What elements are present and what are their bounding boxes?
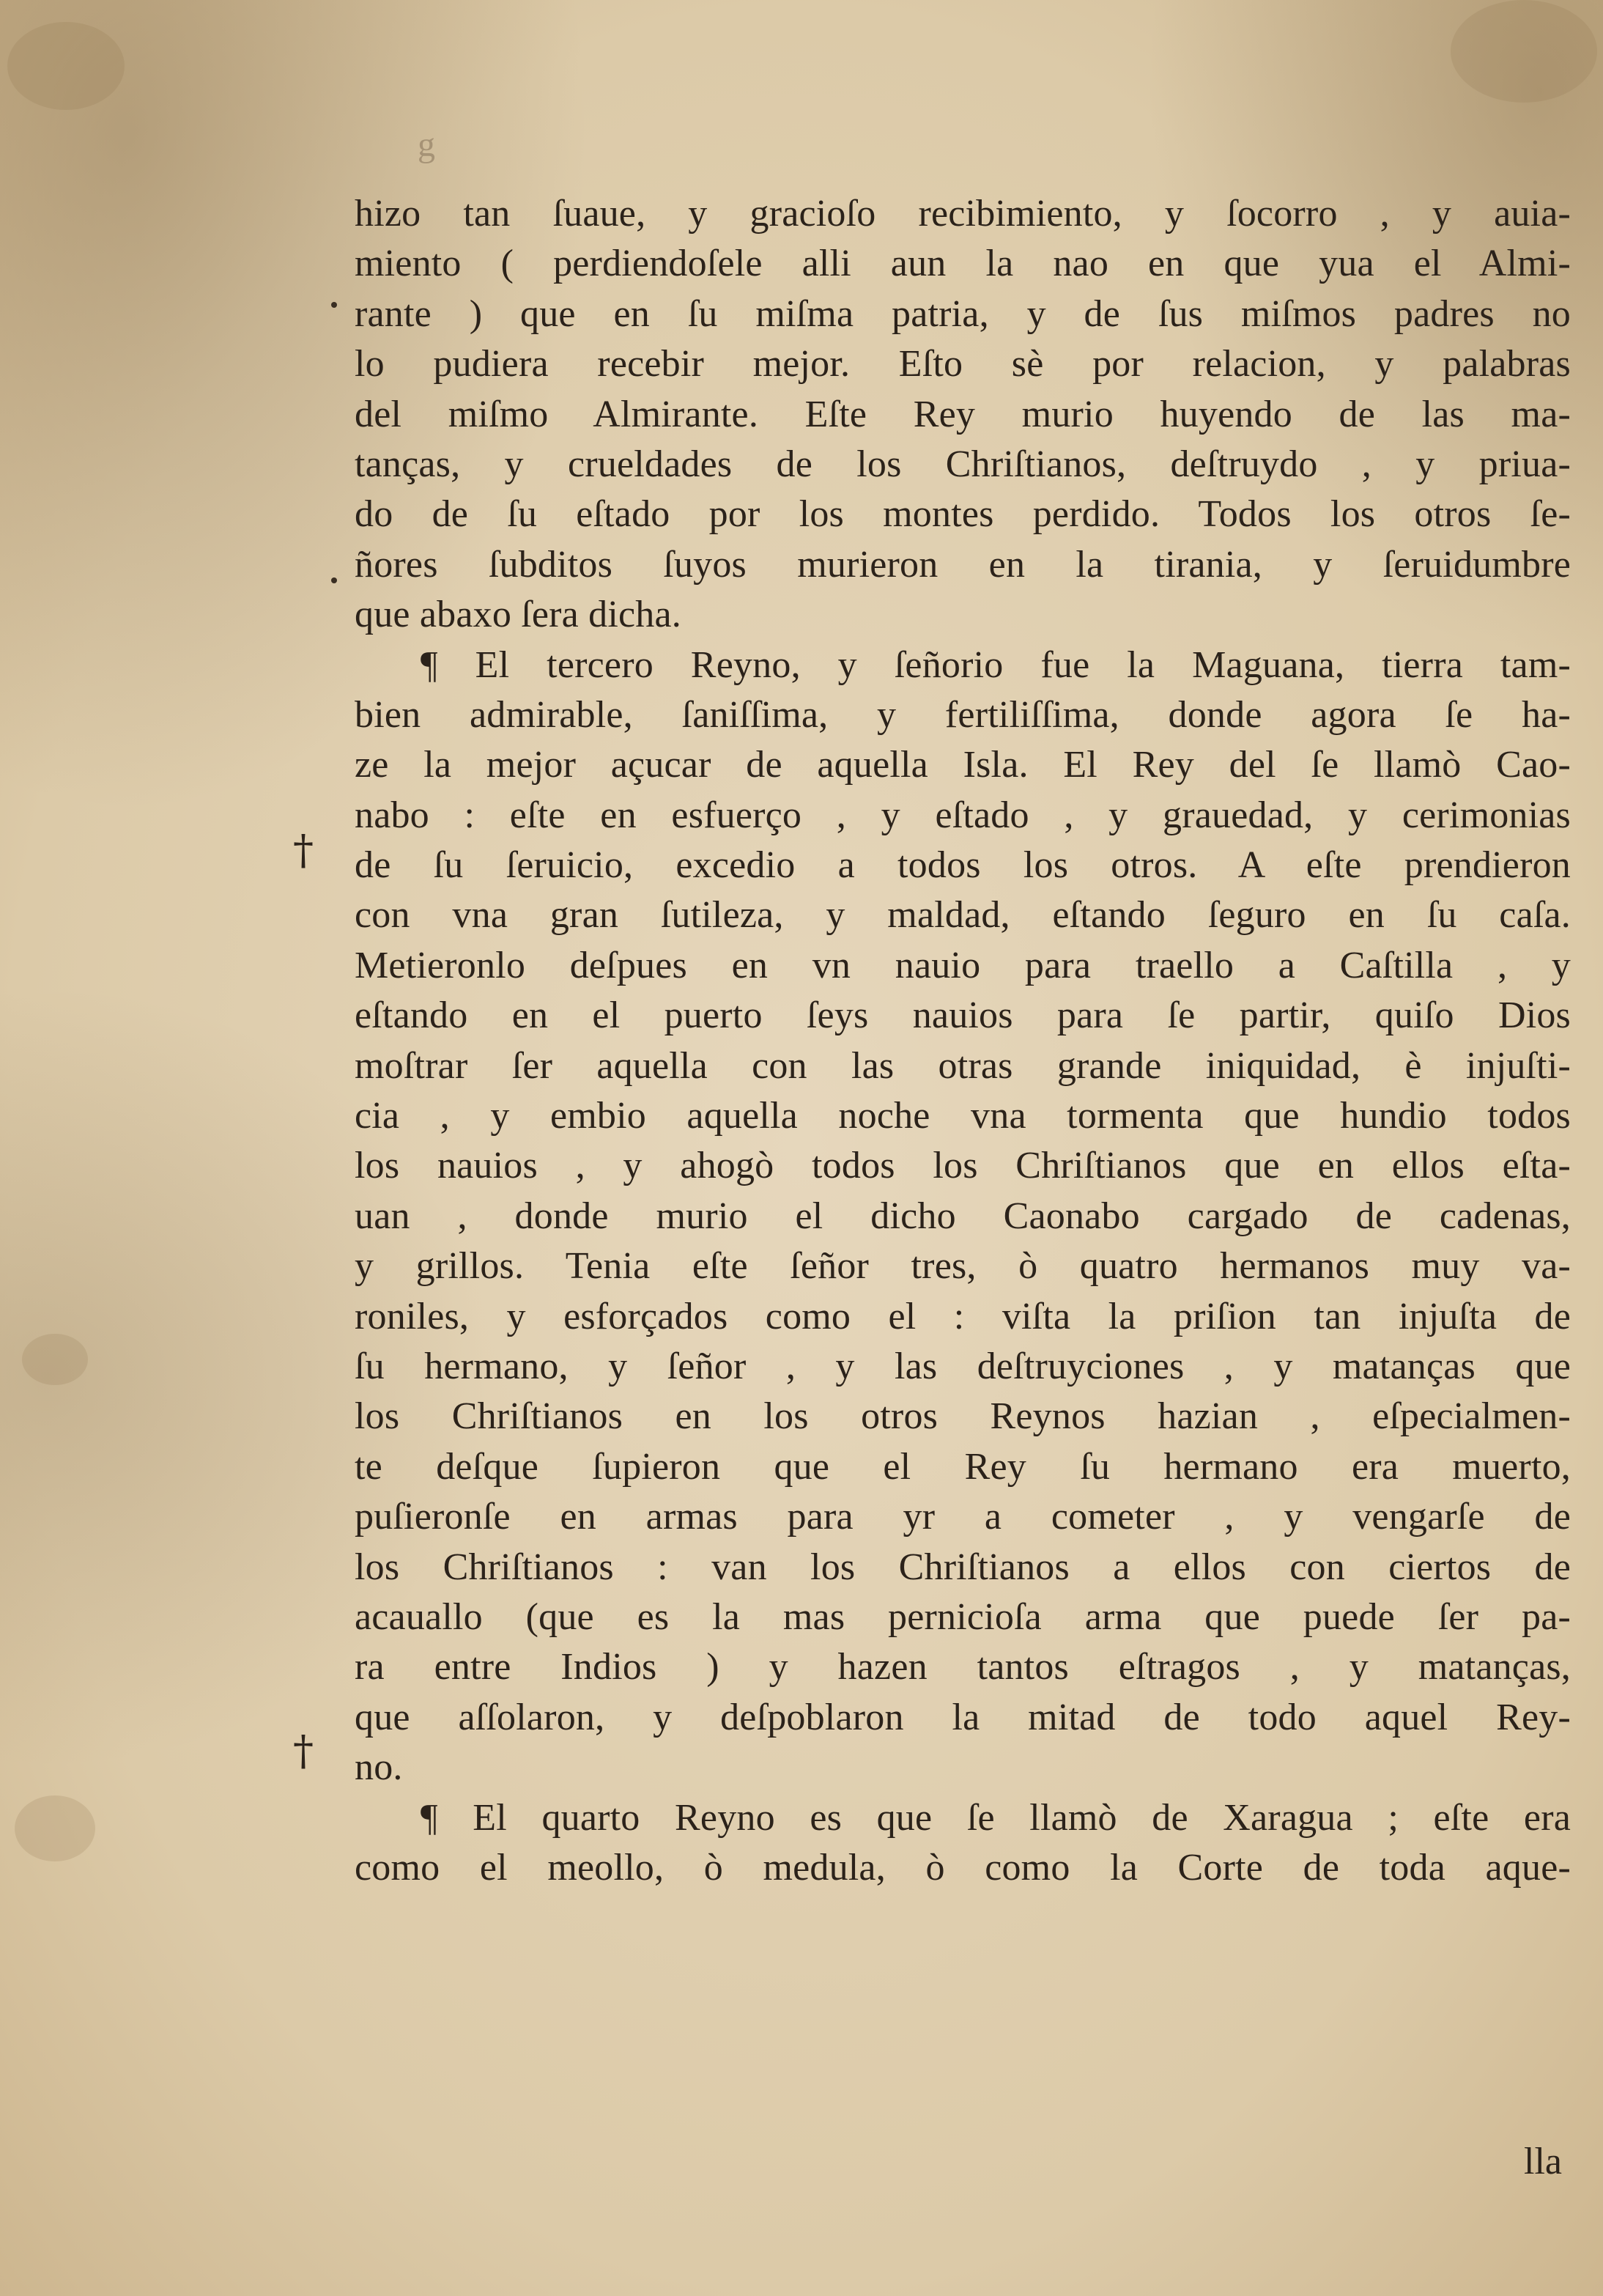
margin-dot [331,577,337,583]
text-line: no. [355,1746,403,1789]
text-line: ſu hermano, y ſeñor , y las deſtruyciones , y matanças que [355,1345,1571,1387]
signature-mark: g [418,125,435,164]
foxing-stain [1451,0,1597,103]
foxing-stain [15,1795,95,1861]
text-line: roniles, y esforçados como el : viſta la priſion tan injuſta de [355,1295,1571,1337]
text-line: bien admirable, ſaniſſima, y fertiliſſima, donde agora ſe ha- [355,693,1571,736]
text-line: ra entre Indios ) y hazen tantos eſtragos , y matanças, [355,1646,1571,1688]
margin-cross-1: † [293,827,314,874]
text-line: como el meollo, ò medula, ò como la Corte de toda aque- [355,1846,1571,1889]
text-line: cia , y embio aquella noche vna tormenta que hundio todos [355,1095,1571,1137]
text-line: miento ( perdiendoſele alli aun la nao en que yua el Almi- [355,243,1571,285]
text-line: ñores ſubditos ſuyos murieron en la tirania, y ſeruidumbre [355,543,1571,586]
foxing-stain [7,22,125,110]
text-line: hizo tan ſuaue, y gracioſo recibimiento, y ſocorro , y auia- [355,193,1571,235]
margin-dot [331,302,337,308]
text-line: tanças, y crueldades de los Chriſtianos, deſtruydo , y priua- [355,443,1571,485]
text-line: ze la mejor açucar de aquella Isla. El Rey del ſe llamò Cao- [355,744,1571,786]
foxing-stain [22,1334,88,1385]
paragraph-start-line: ¶ El tercero Reyno, y ſeñorio fue la Maguana, tierra tam- [421,643,1571,686]
text-line: los Chriſtianos : van los Chriſtianos a ellos con ciertos de [355,1546,1571,1588]
text-line: los nauios , y ahogò todos los Chriſtianos que en ellos eſta- [355,1145,1571,1187]
text-line: moſtrar ſer aquella con las otras grande iniquidad, è injuſti- [355,1044,1571,1087]
text-line: del miſmo Almirante. Eſte Rey murio huyendo de las ma- [355,393,1571,435]
text-line: acauallo (que es la mas pernicioſa arma que puede ſer pa- [355,1595,1571,1638]
text-line: que aſſolaron, y deſpoblaron la mitad de todo aquel Rey- [355,1696,1571,1738]
text-line: rante ) que en ſu miſma patria, y de ſus miſmos padres no [355,292,1571,335]
text-line: que abaxo ſera dicha. [355,594,681,636]
text-line: lo pudiera recebir mejor. Eſto sè por relacion, y palabras [355,343,1571,385]
text-line: eſtando en el puerto ſeys nauios para ſe partir, quiſo Dios [355,994,1571,1037]
paragraph-start-line: ¶ El quarto Reyno es que ſe llamò de Xaragua ; eſte era [421,1796,1571,1839]
text-line: nabo : eſte en esfuerço , y eſtado , y grauedad, y cerimonias [355,794,1571,836]
text-line: con vna gran ſutileza, y maldad, eſtando ſeguro en ſu caſa. [355,894,1571,937]
text-line: te deſque ſupieron que el Rey ſu hermano era muerto, [355,1445,1571,1488]
text-line: Metieronlo deſpues en vn nauio para traello a Caſtilla , y [355,944,1571,986]
text-line: puſieronſe en armas para yr a cometer , y vengarſe de [355,1496,1571,1538]
catchword: lla [1524,2141,1562,2182]
text-line: uan , donde murio el dicho Caonabo cargado de cadenas, [355,1195,1571,1237]
text-line: y grillos. Tenia eſte ſeñor tres, ò quatro hermanos muy va- [355,1245,1571,1288]
text-line: de ſu ſeruicio, excedio a todos los otros. A eſte prendieron [355,844,1571,887]
text-line: do de ſu eſtado por los montes perdido. Todos los otros ſe- [355,493,1571,536]
margin-cross-2: † [293,1727,314,1775]
body-text [355,189,1571,1893]
text-line: los Chriſtianos en los otros Reynos hazian , eſpecialmen- [355,1395,1571,1438]
